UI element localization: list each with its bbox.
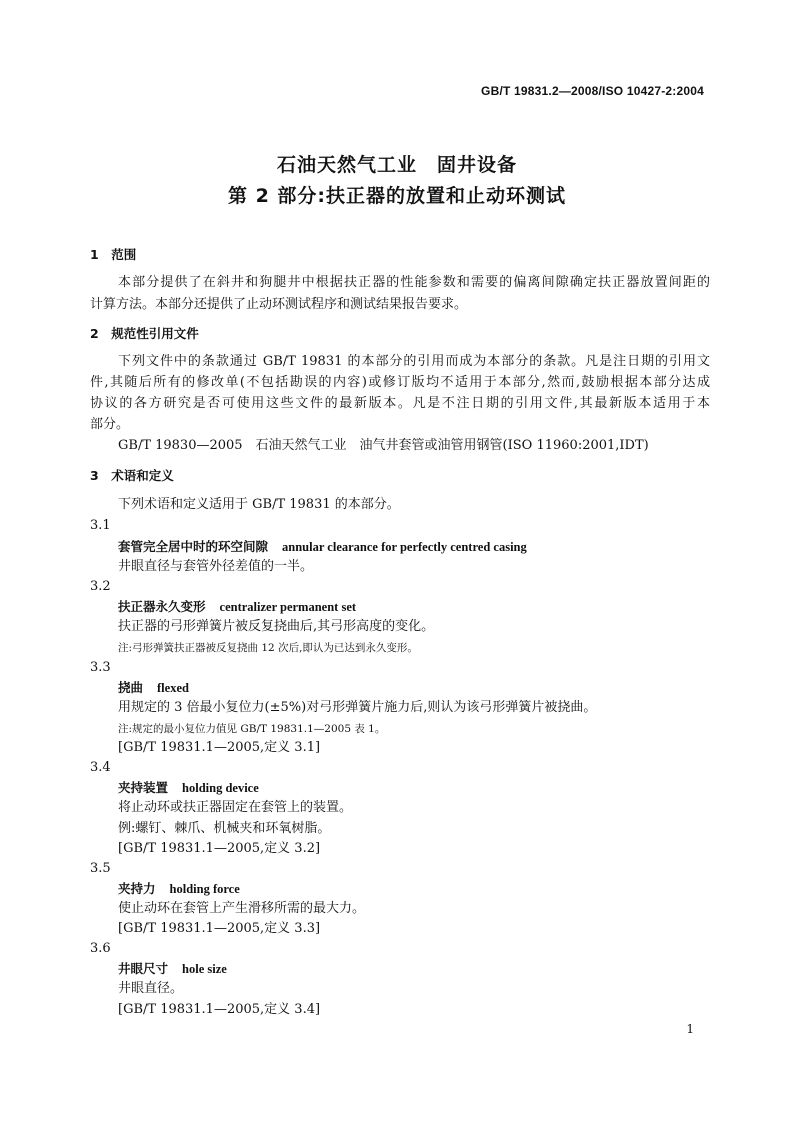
term-definition: 井眼直径。 <box>118 981 184 996</box>
term-source: [GB/T 19831.1—2005,定义 3.3] <box>118 921 321 936</box>
term-definition: 使止动环在套管上产生滑移所需的最大力。 <box>118 901 366 916</box>
term-en: flexed <box>157 681 189 695</box>
term-source: [GB/T 19831.1—2005,定义 3.4] <box>118 1002 321 1017</box>
paragraph-line: 件,其随后所有的修改单(不包括勘误的内容)或修订版均不适用于本部分,然而,鼓励根据本部分达成 <box>90 375 710 390</box>
page-number: 1 <box>686 1022 694 1036</box>
paragraph-line: 本部分提供了在斜井和狗腿井中根据扶正器的性能参数和需要的偏离间隙确定扶正器放置间距的 <box>118 275 710 290</box>
term-definition: 将止动环或扶正器固定在套管上的装置。 <box>118 800 353 815</box>
term-title <box>118 779 738 797</box>
document-title-line2: 第 2 部分:扶正器的放置和止动环测试 <box>227 185 567 207</box>
section-heading-normative-references: 2 规范性引用文件 <box>90 326 199 341</box>
term-source: [GB/T 19831.1—2005,定义 3.1] <box>118 740 321 755</box>
section-heading-scope: 1 范围 <box>90 247 137 262</box>
term-zh: 扶正器永久变形 <box>118 599 206 614</box>
paragraph-line: 下列文件中的条款通过 GB/T 19831 的本部分的引用而成为本部分的条款。凡是注日期的引用文 <box>118 354 710 369</box>
term-title <box>118 598 738 616</box>
term-note: 注:弓形弹簧扶正器被反复挠曲 12 次后,即认为已达到永久变形。 <box>118 642 418 654</box>
term-en: centralizer permanent set <box>219 600 357 614</box>
document-title-line1: 石油天然气工业 固井设备 <box>276 154 517 176</box>
term-zh: 井眼尺寸 <box>118 961 169 976</box>
term-en: holding device <box>182 781 259 795</box>
term-en: holding force <box>169 882 240 896</box>
term-zh: 套管完全居中时的环空间隙 <box>118 539 269 554</box>
term-en: annular clearance for perfectly centred casing <box>282 540 527 554</box>
term-example: 例:螺钉、棘爪、机械夹和环氧树脂。 <box>118 821 331 836</box>
term-title <box>118 538 738 556</box>
term-definition: 用规定的 3 倍最小复位力(±5%)对弓形弹簧片施力后,则认为该弓形弹簧片被挠曲。 <box>118 700 597 715</box>
term-number: 3.1 <box>90 518 111 533</box>
term-definition: 井眼直径与套管外径差值的一半。 <box>118 559 314 574</box>
term-number: 3.6 <box>90 941 111 956</box>
term-definition: 扶正器的弓形弹簧片被反复挠曲后,其弓形高度的变化。 <box>118 619 435 634</box>
term-title <box>118 880 738 898</box>
term-zh: 夹持装置 <box>118 780 169 795</box>
section-heading-terms: 3 术语和定义 <box>90 468 174 483</box>
paragraph-line: 下列术语和定义适用于 GB/T 19831 的本部分。 <box>118 497 400 512</box>
term-en: hole size <box>182 962 227 976</box>
term-source: [GB/T 19831.1—2005,定义 3.2] <box>118 841 321 856</box>
paragraph-line: 部分。 <box>90 417 130 432</box>
term-zh: 夹持力 <box>118 881 156 896</box>
term-number: 3.4 <box>90 760 111 775</box>
term-number: 3.5 <box>90 861 111 876</box>
reference-entry: GB/T 19830—2005 石油天然气工业 油气井套管或油管用钢管(ISO 11960:2001,IDT) <box>118 438 649 453</box>
term-title <box>118 960 738 978</box>
term-zh: 挠曲 <box>118 680 144 695</box>
standard-code: GB/T 19831.2—2008/ISO 10427-2:2004 <box>481 84 704 98</box>
paragraph-line: 协议的各方研究是否可使用这些文件的最新版本。凡是不注日期的引用文件,其最新版本适用于本 <box>90 396 710 411</box>
term-title <box>118 679 738 697</box>
term-number: 3.3 <box>90 660 111 675</box>
term-number: 3.2 <box>90 579 111 594</box>
paragraph-line: 计算方法。本部分还提供了止动环测试程序和测试结果报告要求。 <box>90 297 468 312</box>
term-note: 注:规定的最小复位力值见 GB/T 19831.1—2005 表 1。 <box>118 723 386 735</box>
